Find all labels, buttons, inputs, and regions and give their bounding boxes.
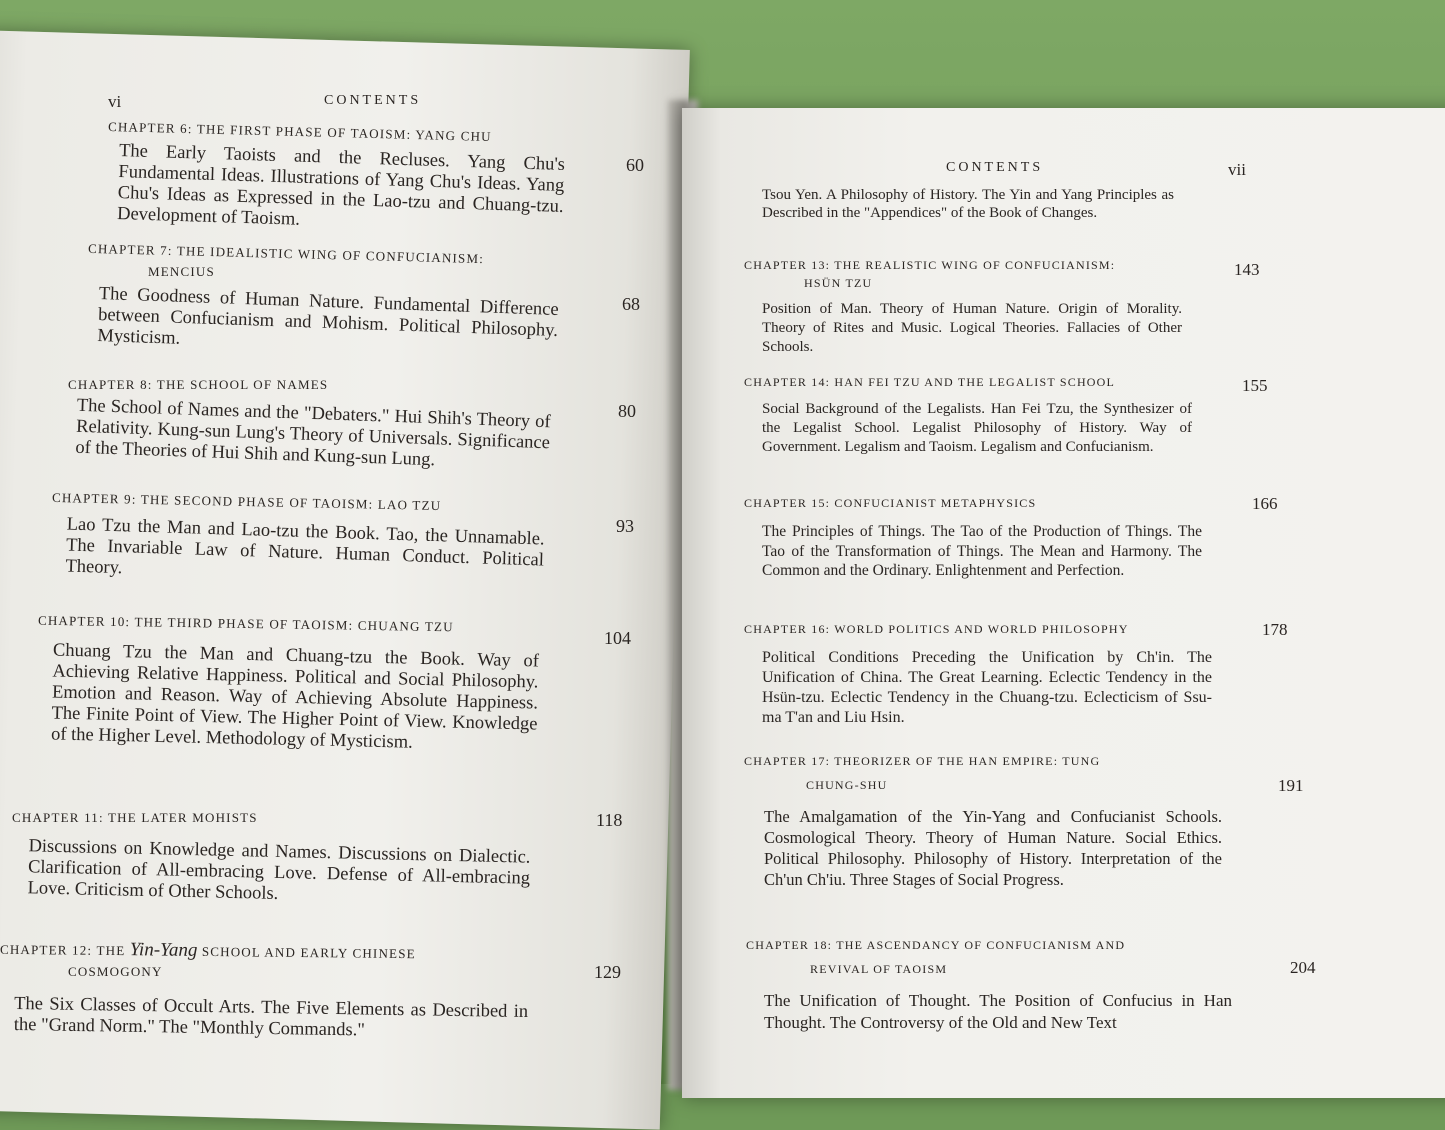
chapter-heading: CHAPTER 14: HAN FEI TZU AND THE LEGALIST SCHOOL (744, 375, 1116, 389)
chapter-heading-cont: REVIVAL OF TAOISM (810, 962, 948, 976)
chapter-heading-part: CHAPTER 12: THE (0, 941, 130, 959)
chapter-heading: CHAPTER 16: WORLD POLITICS AND WORLD PHILOSOPHY (744, 622, 1129, 636)
chapter-heading: CHAPTER 10: THE THIRD PHASE OF TAOISM: CHUANG TZU (37, 612, 454, 635)
right-folio: vii (1228, 160, 1246, 179)
page-number: 104 (604, 628, 631, 648)
chapter-description: Discussions on Knowledge and Names. Discussions on Dialectic. Clarification of All-embracing Love. Defense of All-embracing Love. Criticism of Other Schools. (27, 836, 531, 904)
page-number: 155 (1242, 376, 1268, 395)
chapter-heading: CHAPTER 11: THE LATER MOHISTS (12, 810, 258, 825)
left-folio: vi (108, 92, 122, 111)
page-number: 129 (594, 962, 621, 982)
page-number: 166 (1252, 494, 1278, 513)
page-number: 191 (1278, 776, 1304, 795)
chapter-heading-cont: HSÜN TZU (804, 276, 873, 290)
page-number: 68 (622, 294, 640, 314)
continued-description: Tsou Yen. A Philosophy of History. The Yin and Yang Principles as Described in the "Appendices" of the Book of Changes. (762, 187, 1174, 221)
chapter-heading: CHAPTER 15: CONFUCIANIST METAPHYSICS (744, 496, 1037, 510)
page-number: 143 (1234, 260, 1260, 279)
chapter-description: The Six Classes of Occult Arts. The Five Elements as Described in the "Grand Norm." The "Monthly Commands." (13, 993, 529, 1041)
chapter-description: Social Background of the Legalists. Han Fei Tzu, the Synthesizer of the Legalist School. Legalist Philosophy of History. Way of Government. Legalism and Taoism. Legalism and Confucianism. (762, 401, 1192, 455)
chapter-heading: CHAPTER 7: THE IDEALISTIC WING OF CONFUCIANISM: (87, 240, 485, 267)
chapter-heading-part: SCHOOL AND EARLY CHINESE (197, 943, 416, 962)
left-running-header: CONTENTS (324, 93, 422, 108)
chapter-heading: CHAPTER 6: THE FIRST PHASE OF TAOISM: YANG CHU (107, 118, 492, 145)
chapter-heading: CHAPTER 8: THE SCHOOL OF NAMES (68, 377, 329, 392)
chapter-description: Lao Tzu the Man and Lao-tzu the Book. Tao, the Unnamable. The Invariable Law of Nature. Human Conduct. Political Theory. (65, 514, 545, 579)
chapter-description: The Early Taoists and the Recluses. Yang Chu's Fundamental Ideas. Illustrations of Yang Chu's Ideas. Yang Chu's Ideas as Expressed in the Lao-tzu and Chuang-tzu. Development of Taoism. (116, 141, 566, 230)
chapter-description: The Unification of Thought. The Position of Confucius in Han Thought. The Controversy of the Old and New Text (764, 991, 1232, 1032)
page-number: 178 (1262, 620, 1288, 639)
chapter-heading: CHAPTER 9: THE SECOND PHASE OF TAOISM: LAO TZU (51, 489, 442, 514)
chapter-heading-cont: CHUNG-SHU (806, 778, 888, 792)
chapter-description: Political Conditions Preceding the Unification by Ch'in. The Unification of China. The Great Learning. Eclectic Tendency in the Hsün-tzu. Eclectic Tendency in the Chuang-tzu. Eclecticism of Ssu-ma T'an and Liu Hsin. (762, 649, 1212, 726)
right-running-header: CONTENTS (946, 160, 1044, 175)
page-number: 80 (618, 401, 636, 421)
chapter-description: The School of Names and the "Debaters." Hui Shih's Theory of Relativity. Kung-sun Lung's Theory of Universals. Significance of the Theories of Hui Shih and Kung-sun Lung. (75, 395, 551, 471)
chapter-description: The Principles of Things. The Tao of the Production of Things. The Tao of the Transformation of Things. The Mean and Harmony. The Common and the Ordinary. Enlightenment and Perfection. (762, 523, 1202, 579)
chapter-description: The Goodness of Human Nature. Fundamental Difference between Confucianism and Mohism. Political Philosophy. Mysticism. (97, 283, 559, 349)
chapter-description: Chuang Tzu the Man and Chuang-tzu the Book. Way of Achieving Relative Happiness. Political and Social Philosophy. Emotion and Reason. Way of Achieving Absolute Happiness. The Finite Point of View. The Higher Point of View. Knowledge of the Higher Level. Methodology of Mysticism. (50, 640, 540, 753)
chapter-heading: CHAPTER 13: THE REALISTIC WING OF CONFUCIANISM: (744, 258, 1116, 272)
chapter-description: Position of Man. Theory of Human Nature. Origin of Morality. Theory of Rites and Music. Logical Theories. Fallacies of Other Schools. (762, 301, 1182, 355)
chapter-description: The Amalgamation of the Yin-Yang and Confucianist Schools. Cosmological Theory. Theory of Human Nature. Social Ethics. Political Philosophy. Philosophy of History. Interpretation of the Ch'un Ch'iu. Three Stages of Social Progress. (764, 807, 1222, 889)
page-number: 204 (1290, 958, 1316, 977)
chapter-heading: CHAPTER 18: THE ASCENDANCY OF CONFUCIANISM AND (746, 938, 1126, 952)
chapter-heading: CHAPTER 17: THEORIZER OF THE HAN EMPIRE: TUNG (744, 754, 1101, 768)
page-number: 93 (616, 516, 634, 536)
page-number: 60 (626, 155, 644, 175)
chapter-heading-italic: Yin-Yang (129, 939, 198, 961)
chapter-heading-cont: MENCIUS (148, 264, 215, 279)
chapter-heading (0, 938, 416, 964)
page-number: 118 (596, 810, 623, 830)
chapter-heading-cont: COSMOGONY (68, 964, 163, 979)
